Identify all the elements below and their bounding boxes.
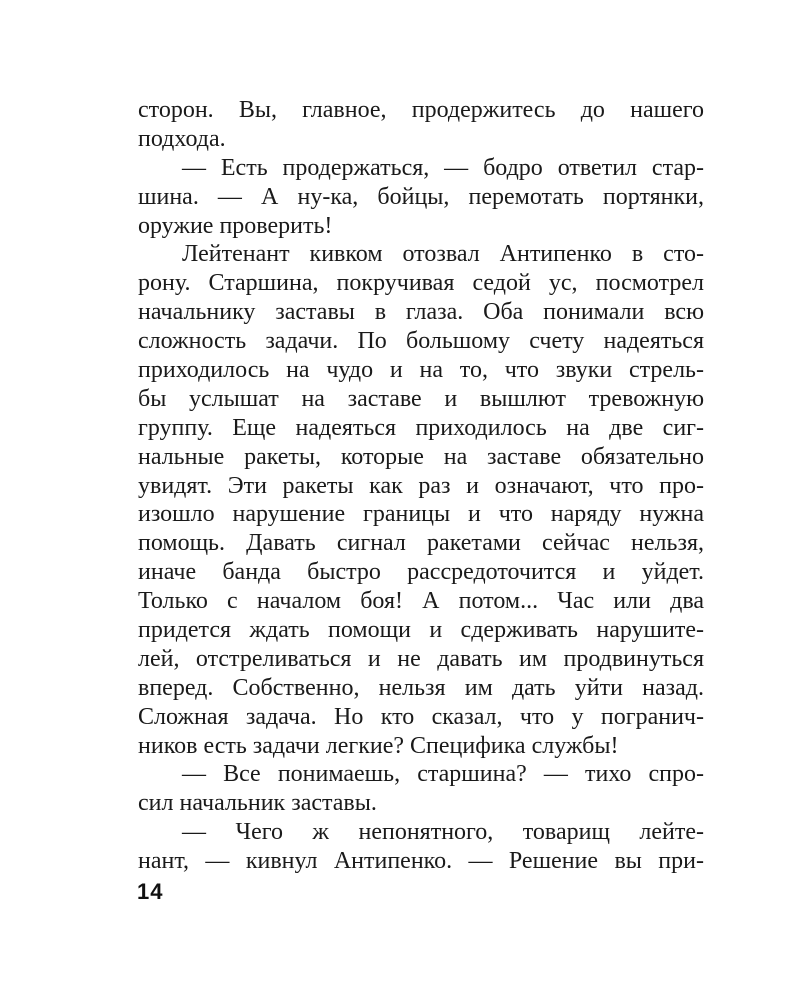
page-number: 14 <box>137 879 164 904</box>
text-line: Только с началом боя! А потом... Час или два <box>138 588 704 615</box>
text-line: сторон. Вы, главное, продержитесь до нашего <box>138 97 704 123</box>
text-line: — Все понимаешь, старшина? — тихо спро- <box>182 761 704 788</box>
text-line: помощь. Давать сигнал ракетами сейчас нельзя, <box>138 530 704 557</box>
text-line: Лейтенант кивком отозвал Антипенко в сто- <box>182 241 704 268</box>
text-line: рону. Старшина, покручивая седой ус, посмотрел <box>138 270 704 297</box>
text-line: оружие проверить! <box>138 212 333 239</box>
text-line: сил начальник заставы. <box>138 790 377 817</box>
text-line: сложность задачи. По большому счету надеяться <box>138 328 704 355</box>
text-line: лей, отстреливаться и не давать им продвинуться <box>138 645 704 672</box>
text-line: нант, — кивнул Антипенко. — Решение вы при- <box>138 848 704 875</box>
text-line: начальнику заставы в глаза. Оба понимали всю <box>138 299 704 326</box>
text-line: — Есть продержаться, — бодро ответил стар- <box>182 154 704 181</box>
text-line: нальные ракеты, которые на заставе обязательно <box>138 443 704 470</box>
text-line: вперед. Собственно, нельзя им дать уйти назад. <box>138 674 704 701</box>
text-line: приходилось на чудо и на то, что звуки стрель- <box>138 357 704 384</box>
text-line: увидят. Эти ракеты как раз и означают, что про- <box>138 472 704 499</box>
text-line: подхода. <box>138 125 226 152</box>
text-line: — Чего ж непонятного, товарищ лейте- <box>182 819 704 846</box>
body-text <box>138 96 704 876</box>
text-line: шина. — А ну-ка, бойцы, перемотать портянки, <box>138 183 704 210</box>
text-line: бы услышат на заставе и вышлют тревожную <box>138 385 704 412</box>
text-line: ников есть задачи легкие? Специфика службы! <box>138 732 619 759</box>
text-line: изошло нарушение границы и что наряду нужна <box>138 501 704 528</box>
text-line: группу. Еще надеяться приходилось на две сиг- <box>138 414 704 441</box>
text-line: придется ждать помощи и сдерживать нарушите- <box>138 617 704 644</box>
text-line: Сложная задача. Но кто сказал, что у погранич- <box>138 703 704 730</box>
text-line: иначе банда быстро рассредоточится и уйдет. <box>138 559 704 586</box>
